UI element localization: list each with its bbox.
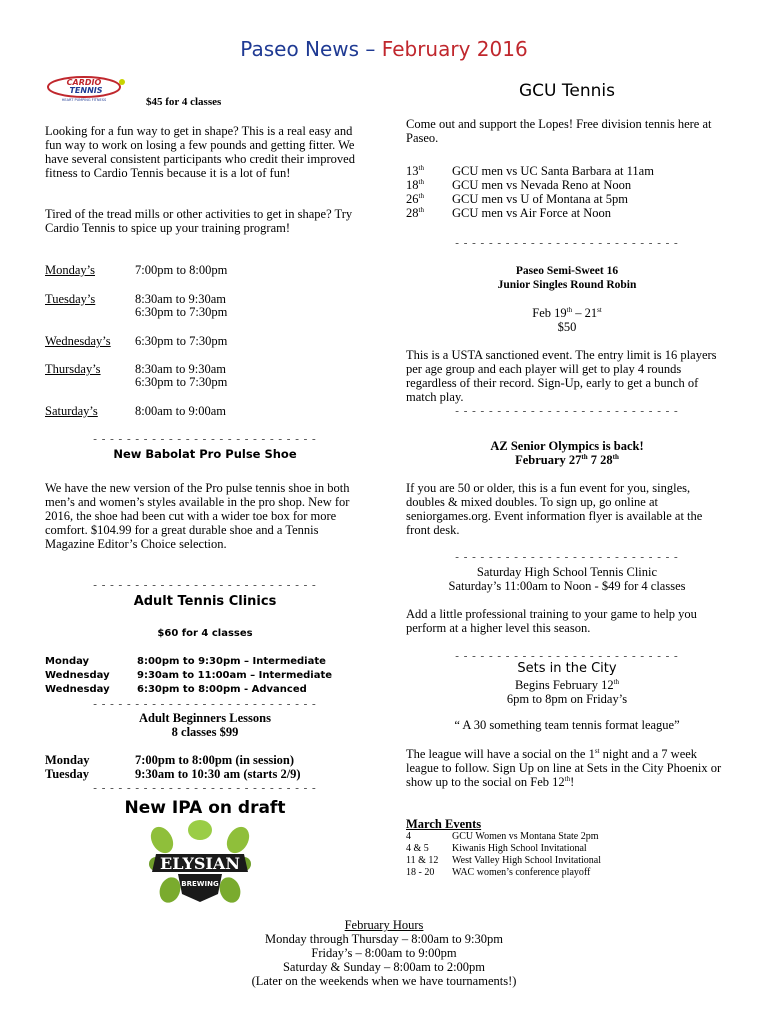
date-suffix: th <box>418 205 424 214</box>
date-suffix: st <box>594 746 600 755</box>
body-text: night and a 7 week league to follow. Sign Up on line at Sets in the City Phoenix or show up to the social on Feb 12 <box>406 747 722 789</box>
date-suffix: th <box>418 177 424 186</box>
date-suffix: th <box>581 452 588 461</box>
date-number: 18 <box>406 178 419 192</box>
divider: - - - - - - - - - - - - - - - - - - - - - - - - - - - <box>455 650 679 662</box>
olympics-body: If you are 50 or older, this is a fun event for you, singles, doubles & mixed doubles. To sign up, go online at seniorgames.org. Event information flyer is available at the front desk. <box>406 481 703 537</box>
lesson-time: 7:00pm to 8:00pm (in session) <box>135 753 295 767</box>
sets-begins <box>406 678 728 692</box>
date-suffix: th <box>564 774 571 783</box>
schedule-day: Thursday’s <box>45 362 101 376</box>
gcu-match-event: GCU men vs Air Force at Noon <box>452 206 612 220</box>
schedule-time: 8:30am to 9:30am <box>135 292 226 306</box>
schedule-day: Tuesday’s <box>45 292 96 306</box>
date-suffix: th <box>612 452 619 461</box>
body-text: ! <box>570 775 575 789</box>
hours-heading: February Hours <box>344 918 424 932</box>
gcu-match-event: GCU men vs Nevada Reno at Noon <box>452 178 632 192</box>
clinic-time: 6:30pm to 8:00pm - Advanced <box>137 684 307 695</box>
date-text: Feb 19 <box>532 306 567 320</box>
hours-line: Saturday & Sunday – 8:00am to 2:00pm <box>282 960 486 974</box>
svg-text:TENNIS: TENNIS <box>69 86 103 95</box>
gcu-intro: Come out and support the Lopes! Free division tennis here at Paseo. <box>406 117 712 145</box>
date-suffix: th <box>613 677 620 686</box>
gcu-match-date <box>406 192 424 206</box>
march-date: 4 <box>406 831 411 842</box>
march-event: Kiwanis High School Invitational <box>452 843 587 854</box>
hours-line: Friday’s – 8:00am to 9:00pm <box>311 946 457 960</box>
svg-text:CARDIO: CARDIO <box>66 78 102 87</box>
date-text: Begins February 12 <box>514 678 614 692</box>
body-text: The league will have a social on the 1 <box>406 747 595 761</box>
schedule-time: 6:30pm to 7:30pm <box>135 375 228 389</box>
gcu-match-event: GCU men vs UC Santa Barbara at 11am <box>452 164 654 178</box>
divider: - - - - - - - - - - - - - - - - - - - - - - - - - - - <box>93 579 317 591</box>
schedule-time: 8:00am to 9:00am <box>135 404 226 418</box>
babolat-body: We have the new version of the Pro pulse tennis shoe in both men’s and women’s styles available in the pro shop. New for 2016, the shoe had been cut with a wider toe box for more comfort. $104.99 for a great durable shoe and a Tennis Magazine Editor’s Choice selection. <box>45 481 350 551</box>
gcu-match-date <box>406 178 424 192</box>
cardio-paragraph-1: Looking for a fun way to get in shape? This is a real easy and fun way to work on losing a few pounds and getting fitter. We have several consistent participants who credit their improved fitness to Cardio Tennis because it is a lot of fun! <box>45 124 355 180</box>
schedule-day: Saturday’s <box>45 404 98 418</box>
gcu-heading: GCU Tennis <box>519 81 615 101</box>
sets-time: 6pm to 8pm on Friday’s <box>506 692 628 706</box>
date-number: 28 <box>406 206 419 220</box>
clinics-heading: Adult Tennis Clinics <box>133 594 277 609</box>
olympics-heading: AZ Senior Olympics is back! <box>490 439 644 453</box>
title-part-2: February 2016 <box>381 37 528 61</box>
title-part-1: Paseo News – <box>240 37 382 61</box>
cardio-price: $45 for 4 classes <box>146 96 222 108</box>
schedule-time: 6:30pm to 7:30pm <box>135 305 228 319</box>
elysian-logo-graphic <box>148 820 252 906</box>
clinics-price: $60 for 4 classes <box>157 628 253 639</box>
lesson-time: 9:30am to 10:30 am (starts 2/9) <box>135 767 301 781</box>
page-title <box>0 36 768 62</box>
highschool-schedule: Saturday’s 11:00am to Noon - $49 for 4 classes <box>448 579 686 593</box>
semisweet-heading: Paseo Semi-Sweet 16 <box>515 265 619 277</box>
date-suffix: th <box>566 305 573 314</box>
march-event: GCU Women vs Montana State 2pm <box>452 831 599 842</box>
cardio-tennis-logo <box>46 76 130 102</box>
sets-heading: Sets in the City <box>517 661 617 676</box>
march-date: 4 & 5 <box>406 843 429 854</box>
gcu-match-date <box>406 206 424 220</box>
hours-line: Monday through Thursday – 8:00am to 9:30pm <box>265 932 503 946</box>
sets-body <box>406 747 728 789</box>
gcu-match-date <box>406 164 424 178</box>
divider: - - - - - - - - - - - - - - - - - - - - - - - - - - - <box>93 698 317 710</box>
date-text: February 27 <box>515 453 582 467</box>
clinic-day: Wednesday <box>45 684 110 695</box>
gcu-match-event: GCU men vs U of Montana at 5pm <box>452 192 629 206</box>
semisweet-price: $50 <box>557 320 577 334</box>
sets-quote: “ A 30 something team tennis format league” <box>454 718 680 732</box>
cardio-tennis-logo-graphic <box>46 76 130 102</box>
divider: - - - - - - - - - - - - - - - - - - - - - - - - - - - <box>455 405 679 417</box>
lesson-day: Monday <box>45 753 90 767</box>
clinic-day: Monday <box>45 656 90 667</box>
svg-text:HEART PUMPING FITNESS: HEART PUMPING FITNESS <box>61 98 107 102</box>
divider: - - - - - - - - - - - - - - - - - - - - - - - - - - - <box>93 782 317 794</box>
svg-text:BREWING: BREWING <box>181 880 219 888</box>
semisweet-dates <box>406 306 728 320</box>
lesson-day: Tuesday <box>45 767 90 781</box>
date-suffix: st <box>597 305 602 314</box>
highschool-body: Add a little professional training to your game to help you perform at a higher level this season. <box>406 607 697 635</box>
divider: - - - - - - - - - - - - - - - - - - - - - - - - - - - <box>455 237 679 249</box>
cardio-paragraph-2: Tired of the tread mills or other activities to get in shape? Try Cardio Tennis to spice up your training program! <box>45 207 353 235</box>
hours-line: (Later on the weekends when we have tournaments!) <box>251 974 517 988</box>
date-text: 7 28 <box>587 453 613 467</box>
beginners-heading: Adult Beginners Lessons <box>139 711 271 725</box>
clinic-time: 8:00pm to 9:30pm – Intermediate <box>137 656 326 667</box>
schedule-day: Monday’s <box>45 263 95 277</box>
semisweet-body: This is a USTA sanctioned event. The entry limit is 16 players per age group and each player will get to play 4 rounds regardless of their record. Sign-Up, early to get a bunch of match play. <box>406 348 717 404</box>
schedule-time: 8:30am to 9:30am <box>135 362 226 376</box>
date-suffix: th <box>418 191 424 200</box>
march-event: West Valley High School Invitational <box>452 855 601 866</box>
svg-text:ELYSIAN: ELYSIAN <box>160 854 240 873</box>
semisweet-subheading: Junior Singles Round Robin <box>497 279 637 291</box>
olympics-dates <box>406 453 728 467</box>
march-heading: March Events <box>406 817 482 831</box>
babolat-heading: New Babolat Pro Pulse Shoe <box>113 447 297 461</box>
date-suffix: th <box>418 163 424 172</box>
date-text: – 21 <box>572 306 598 320</box>
highschool-title: Saturday High School Tennis Clinic <box>476 565 658 579</box>
schedule-time: 6:30pm to 7:30pm <box>135 334 228 348</box>
divider: - - - - - - - - - - - - - - - - - - - - - - - - - - - <box>93 433 317 445</box>
march-event: WAC women’s conference playoff <box>452 867 591 878</box>
date-number: 13 <box>406 164 419 178</box>
schedule-day: Wednesday’s <box>45 334 111 348</box>
divider: - - - - - - - - - - - - - - - - - - - - - - - - - - - <box>455 551 679 563</box>
ipa-heading: New IPA on draft <box>124 798 286 818</box>
beginners-price: 8 classes $99 <box>171 725 239 739</box>
march-date: 11 & 12 <box>406 855 439 866</box>
date-number: 26 <box>406 192 419 206</box>
clinic-time: 9:30am to 11:00am – Intermediate <box>137 670 333 681</box>
march-date: 18 - 20 <box>406 867 435 878</box>
schedule-time: 7:00pm to 8:00pm <box>135 263 228 277</box>
clinic-day: Wednesday <box>45 670 110 681</box>
elysian-logo <box>148 820 252 906</box>
